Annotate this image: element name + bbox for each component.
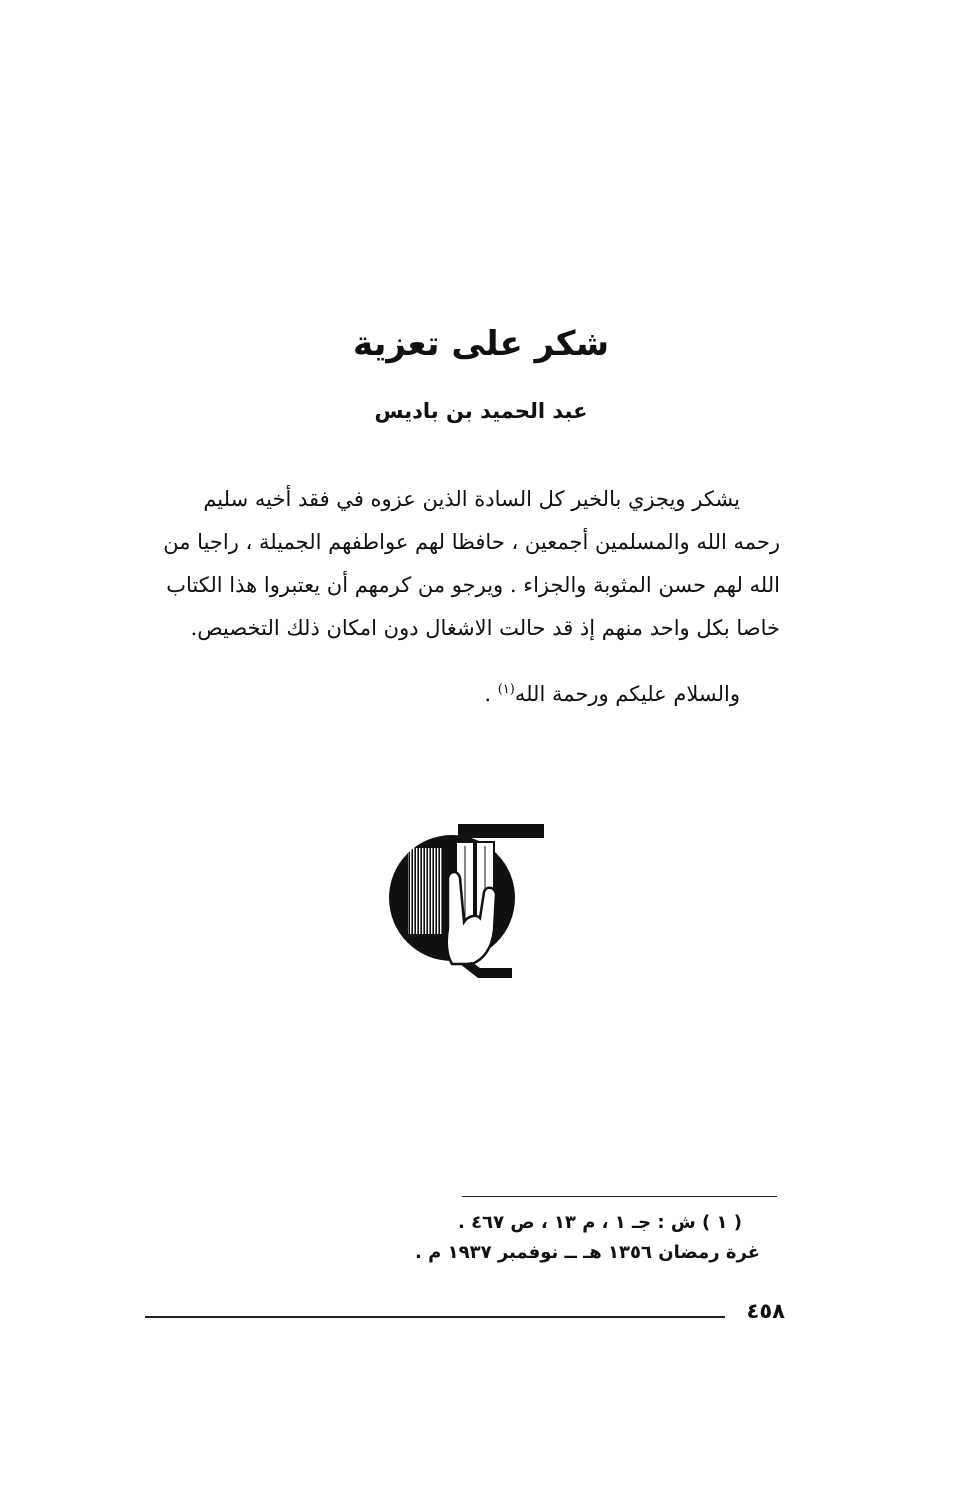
body-paragraph <box>140 478 780 650</box>
hand-holding-books-icon <box>380 818 550 988</box>
footnote-divider <box>462 1196 777 1197</box>
body-line: يشكر ويجزي بالخير كل السادة الذين عزوه في فقد أخيه سليم <box>203 487 740 511</box>
author-name: عبد الحميد بن باديس <box>374 399 588 423</box>
body-line: رحمه الله والمسلمين أجمعين ، حافظا لهم عواطفهم الجميلة ، راجيا من <box>163 530 780 554</box>
body-line: الله لهم حسن المثوبة والجزاء . ويرجو من كرمهم أن يعتبروا هذا الكتاب <box>166 573 780 597</box>
closing-end: . <box>484 682 498 706</box>
page-title: شكر على تعزية <box>352 324 610 364</box>
footnote-line: غرة رمضان ١٣٥٦ هـ ــ نوفمبر ١٩٣٧ م . <box>415 1242 760 1263</box>
closing-text: والسلام عليكم ورحمة الله <box>514 682 740 706</box>
closing-line <box>140 670 740 714</box>
page-footer-rule <box>145 1316 725 1318</box>
footnote <box>280 1208 760 1268</box>
footnote-reference: (١) <box>497 682 515 697</box>
page-number: ٤٥٨ <box>746 1299 785 1323</box>
footnote-line: ( ١ ) ش : جـ ١ ، م ١٣ ، ص ٤٦٧ . <box>458 1212 742 1233</box>
body-line: خاصا بكل واحد منهم إذ قد حالت الاشغال دون امكان ذلك التخصيص. <box>190 616 780 640</box>
